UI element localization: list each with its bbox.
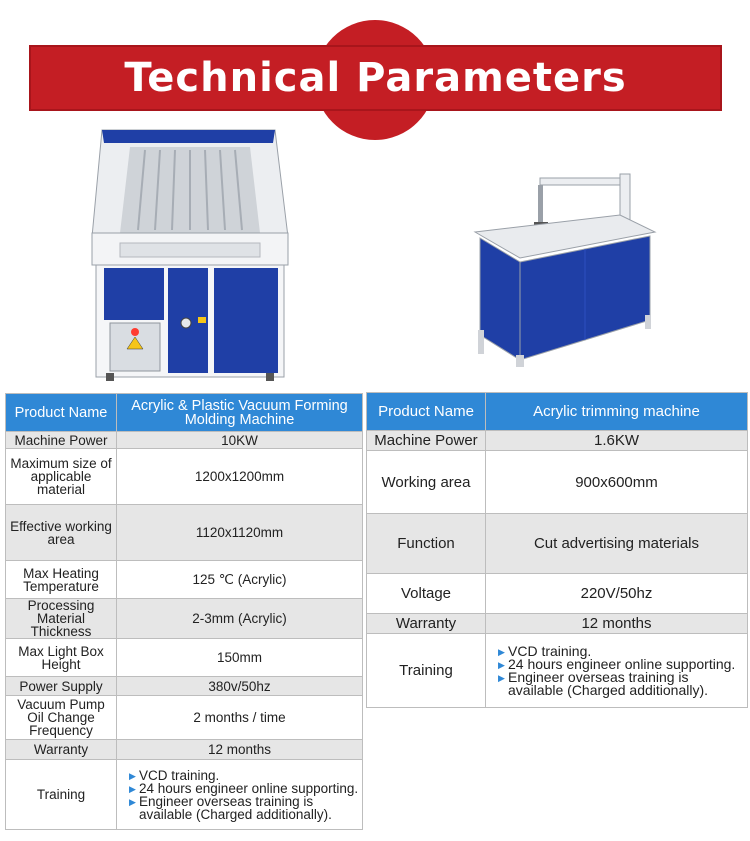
row-label: Training: [6, 760, 117, 830]
row-value: 12 months: [486, 614, 748, 634]
bullet-arrow-icon: ▶: [129, 783, 136, 794]
table-row: [6, 432, 363, 449]
table-row: [367, 431, 748, 451]
row-label: Machine Power: [6, 432, 117, 449]
header-label: Product Name: [6, 394, 117, 432]
row-value: 2 months / time: [117, 696, 363, 740]
row-label: Training: [367, 634, 486, 708]
row-value: 1200x1200mm: [117, 449, 363, 505]
bullet-arrow-icon: ▶: [129, 796, 136, 807]
vacuum-forming-spec-table: [5, 393, 363, 830]
header-value: Acrylic trimming machine: [486, 393, 748, 431]
row-value: 1.6KW: [486, 431, 748, 451]
table-row: [6, 561, 363, 599]
row-label: Warranty: [6, 740, 117, 760]
row-value: 10KW: [117, 432, 363, 449]
row-label: Working area: [367, 451, 486, 514]
table-row: [367, 614, 748, 634]
table-row: [6, 696, 363, 740]
trimming-machine-image: [470, 170, 660, 370]
row-label: Maximum size of applicable material: [6, 449, 117, 505]
table-row: [6, 449, 363, 505]
table-row: [367, 574, 748, 614]
row-value: 125 ℃ (Acrylic): [117, 561, 363, 599]
list-item-text: Engineer overseas training is available (Charged additionally).: [139, 793, 332, 822]
row-label: Power Supply: [6, 677, 117, 696]
training-list: [119, 769, 360, 821]
header-label: Product Name: [367, 393, 486, 431]
row-value: 1120x1120mm: [117, 505, 363, 561]
table-row: [6, 505, 363, 561]
bullet-arrow-icon: ▶: [498, 672, 505, 683]
list-item-text: Engineer overseas training is available (Charged additionally).: [508, 668, 709, 698]
page-title: Technical Parameters: [124, 55, 627, 101]
table-row-training: [6, 760, 363, 830]
training-list-cell: [486, 634, 748, 708]
row-value: 150mm: [117, 639, 363, 677]
bullet-arrow-icon: ▶: [129, 770, 136, 781]
bullet-arrow-icon: ▶: [498, 659, 505, 670]
vacuum-forming-machine-image: [90, 125, 290, 381]
header-value: Acrylic & Plastic Vacuum Forming Molding Machine: [117, 394, 363, 432]
list-item-text: VCD training.: [508, 642, 592, 659]
row-label: Voltage: [367, 574, 486, 614]
row-label: Effective working area: [6, 505, 117, 561]
table-row: [6, 599, 363, 639]
table-header-row: [6, 394, 363, 432]
table-row: [367, 514, 748, 574]
row-value: 220V/50hz: [486, 574, 748, 614]
trimming-spec-table: [366, 392, 748, 708]
list-item-text: 24 hours engineer online supporting.: [139, 780, 359, 796]
list-item: [498, 668, 745, 698]
row-label: Processing Material Thickness: [6, 599, 117, 639]
row-value: 2-3mm (Acrylic): [117, 599, 363, 639]
table-row: [367, 451, 748, 514]
list-item-text: VCD training.: [139, 767, 220, 783]
row-value: Cut advertising materials: [486, 514, 748, 574]
table-header-row: [367, 393, 748, 431]
row-label: Vacuum Pump Oil Change Frequency: [6, 696, 117, 740]
row-label: Function: [367, 514, 486, 574]
table-row-training: [367, 634, 748, 708]
row-label: Max Light Box Height: [6, 639, 117, 677]
training-list-cell: [117, 760, 363, 830]
table-row: [6, 639, 363, 677]
row-value: 12 months: [117, 740, 363, 760]
bullet-arrow-icon: ▶: [498, 646, 505, 657]
table-row: [6, 677, 363, 696]
row-value: 380v/50hz: [117, 677, 363, 696]
row-label: Warranty: [367, 614, 486, 634]
training-list: [488, 642, 745, 698]
row-label: Max Heating Temperature: [6, 561, 117, 599]
row-label: Machine Power: [367, 431, 486, 451]
list-item: [129, 795, 360, 821]
table-row: [6, 740, 363, 760]
list-item-text: 24 hours engineer online supporting.: [508, 655, 736, 672]
row-value: 900x600mm: [486, 451, 748, 514]
